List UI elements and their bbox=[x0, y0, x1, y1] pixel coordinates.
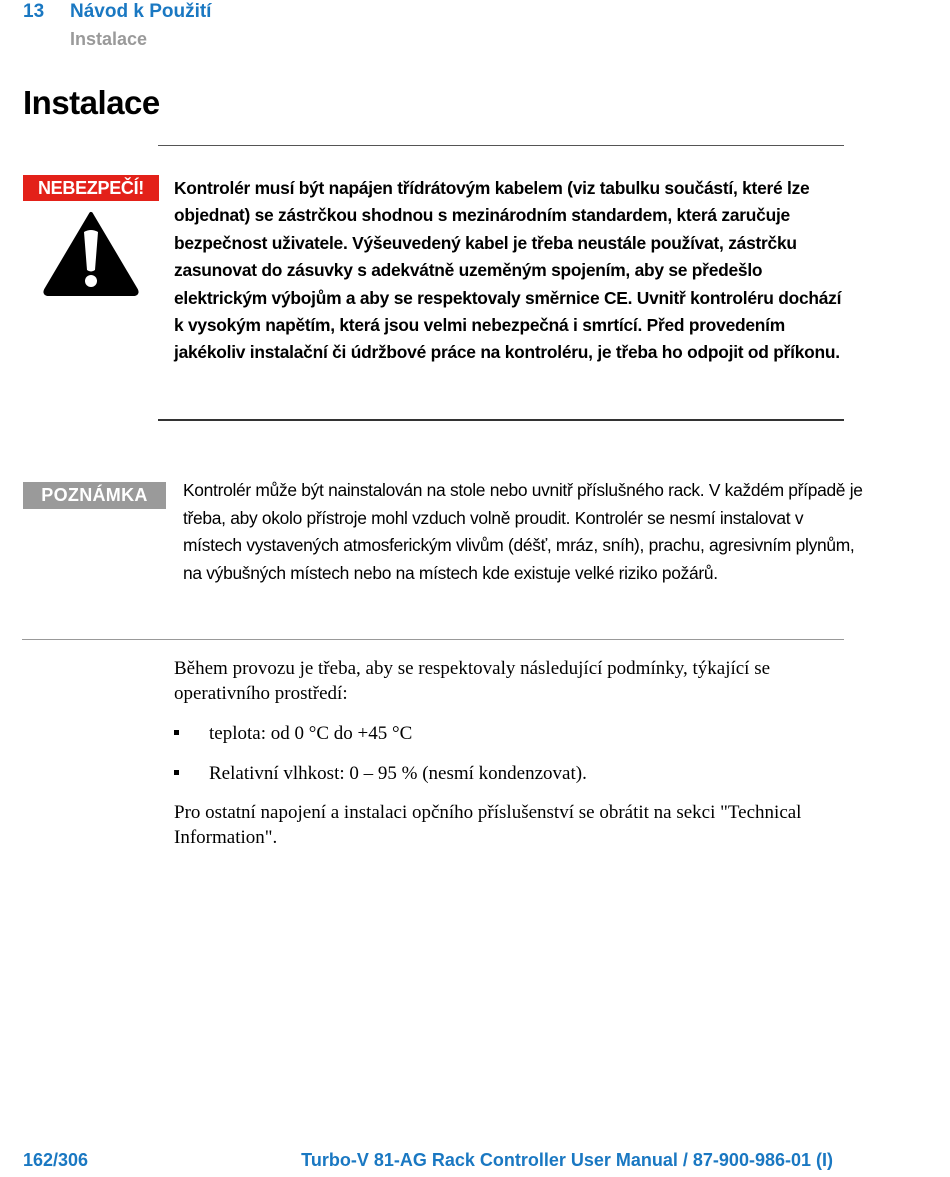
body-outro: Pro ostatní napojení a instalaci opčního příslušenství se obrátit na sekci "Technical Information". bbox=[174, 802, 802, 848]
footer-title: Turbo-V 81-AG Rack Controller User Manual / 87-900-986-01 (I) bbox=[301, 1150, 833, 1170]
body-intro: Během provozu je třeba, aby se respektovaly následující podmínky, týkající se operativního prostředí: bbox=[174, 658, 771, 704]
section-name: Instalace bbox=[70, 29, 148, 49]
divider bbox=[158, 145, 844, 146]
bullet-marker bbox=[174, 770, 179, 775]
list-item-text: teplota: od 0 °C do +45 °C bbox=[209, 723, 413, 744]
danger-text: Kontrolér musí být napájen třídrátovým kabelem (viz tabulku součástí, které lze objednat) se zástrčkou shodnou s mezinárodním standardem, která zaručuje bezpečnost uživatele. Výšeuvedený kabel je třeba neustále používat, zástrčku zasunovat do zásuvky s adekvátně uzeměným spojením, aby se předešlo elektrickým výbojům a aby se respektovaly směrnice CE. Uvnitř kontroléru dochází k vysokým napětím, která jsou velmi nebezpečná i smrtící. Před provedením jakékoliv instalační či údržbové práce na kontroléru, je třeba ho odpojit od příkonu. bbox=[174, 178, 842, 363]
warning-triangle-icon bbox=[42, 210, 140, 296]
page-title: Instalace bbox=[23, 84, 160, 121]
danger-badge: NEBEZPEČÍ! bbox=[23, 175, 159, 201]
note-badge: POZNÁMKA bbox=[23, 482, 166, 509]
chapter-title: Návod k Použití bbox=[70, 1, 212, 22]
note-text: Kontrolér může být nainstalován na stole nebo uvnitř příslušného rack. V každém případě je třeba, aby okolo přístroje mohl vzduch volně proudit. Kontrolér se nesmí instalovat v místech vystavených atmosferickým vlivům (déšť, mráz, sníh), prachu, agresivním plynům, na výbušných místech nebo na místech kde existuje velké riziko požárů. bbox=[183, 480, 863, 583]
bullet-marker bbox=[174, 730, 179, 735]
chapter-number: 13 bbox=[23, 1, 45, 22]
list-item-text: Relativní vlhkost: 0 – 95 % (nesmí kondenzovat). bbox=[209, 763, 587, 784]
divider bbox=[22, 639, 844, 640]
divider bbox=[158, 419, 844, 421]
page-number: 162/306 bbox=[23, 1150, 89, 1170]
